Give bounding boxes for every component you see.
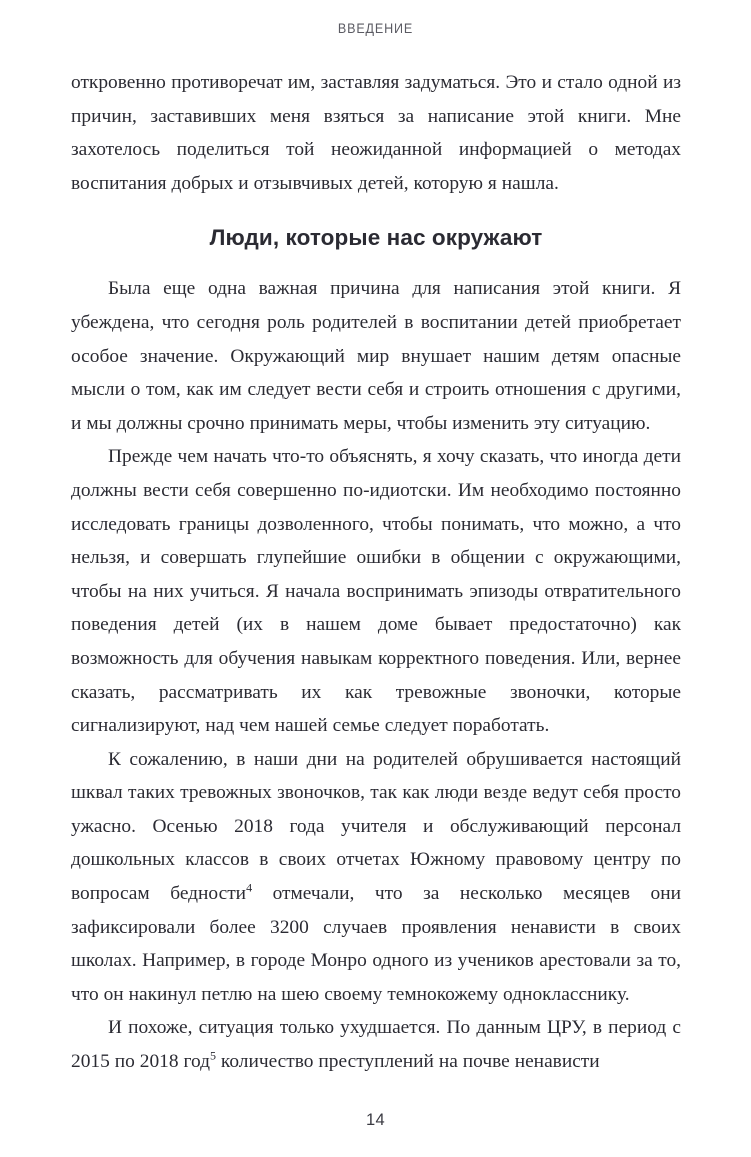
paragraph-4 — [71, 743, 681, 1012]
footnote-reference-4[interactable]: 4 — [246, 880, 253, 895]
paragraph-2: Была еще одна важная причина для написания этой книги. Я убеждена, что сегодня роль родителей в воспитании детей приобретает особое значение. Окружающий мир внушает нашим детям опасные мысли о том, как им следует вести себя и строить отношения с другими, и мы должны срочно принимать меры, чтобы изменить эту ситуацию. — [71, 278, 681, 434]
paragraph-5-text-after-footnote: количество преступлений на почве ненависти — [215, 1051, 600, 1073]
paragraph-3: Прежде чем начать что-то объяснять, я хочу сказать, что иногда дети должны вести себя совершенно по-идиотски. Им необходимо постоянно исследовать границы дозволенного, чтобы понимать, что можно, а что нельзя, и совершать глупейшие ошибки в общении с окружающими, чтобы на них учиться. Я начала воспринимать эпизоды отвратительного поведения детей (их в нашем доме бывает предостаточно) как возможность для обучения навыкам корректного поведения. Или, вернее сказать, рассматривать их как тревожные звоночки, которые сигнализируют, над чем нашей семье следует поработать. — [71, 446, 681, 737]
paragraph-continuation: откровенно противоречат им, заставляя задуматься. Это и стало одной из причин, заставивших меня взяться за написание этой книги. Мне захотелось поделиться той неожиданной информацией о методах воспитания добрых и отзывчивых детей, которую я нашла. — [71, 72, 681, 194]
running-header: ВВЕДЕНИЕ — [337, 21, 414, 36]
paragraph-5 — [71, 1011, 681, 1078]
text-column — [71, 66, 681, 1079]
section-heading: Люди, которые нас окружают — [209, 225, 543, 251]
paragraph-4-text-before-footnote: К сожалению, в наши дни на родителей обрушивается настоящий шквал таких тревожных звоночков, так как люди везде ведут себя просто ужасно. Осенью 2018 года учителя и обслуживающий персонал дошкольных классов в своих отчетах Южному правовому центру по вопросам бедности — [71, 748, 681, 905]
footnote-reference-5[interactable]: 5 — [209, 1048, 216, 1063]
page-number: 14 — [366, 1111, 385, 1129]
paragraph-5-text-before-footnote: И похоже, ситуация только ухудшается. По данным ЦРУ, в период с 2015 по 2018 год — [71, 1017, 681, 1073]
paragraph-4-text-after-footnote: отмечали, что за несколько месяцев они зафиксировали более 3200 случаев проявления ненависти в своих школах. Например, в городе Монро одного из учеников арестовали за то, что он накинул петлю на шею своему темнокожему однокласснику. — [71, 883, 681, 1005]
